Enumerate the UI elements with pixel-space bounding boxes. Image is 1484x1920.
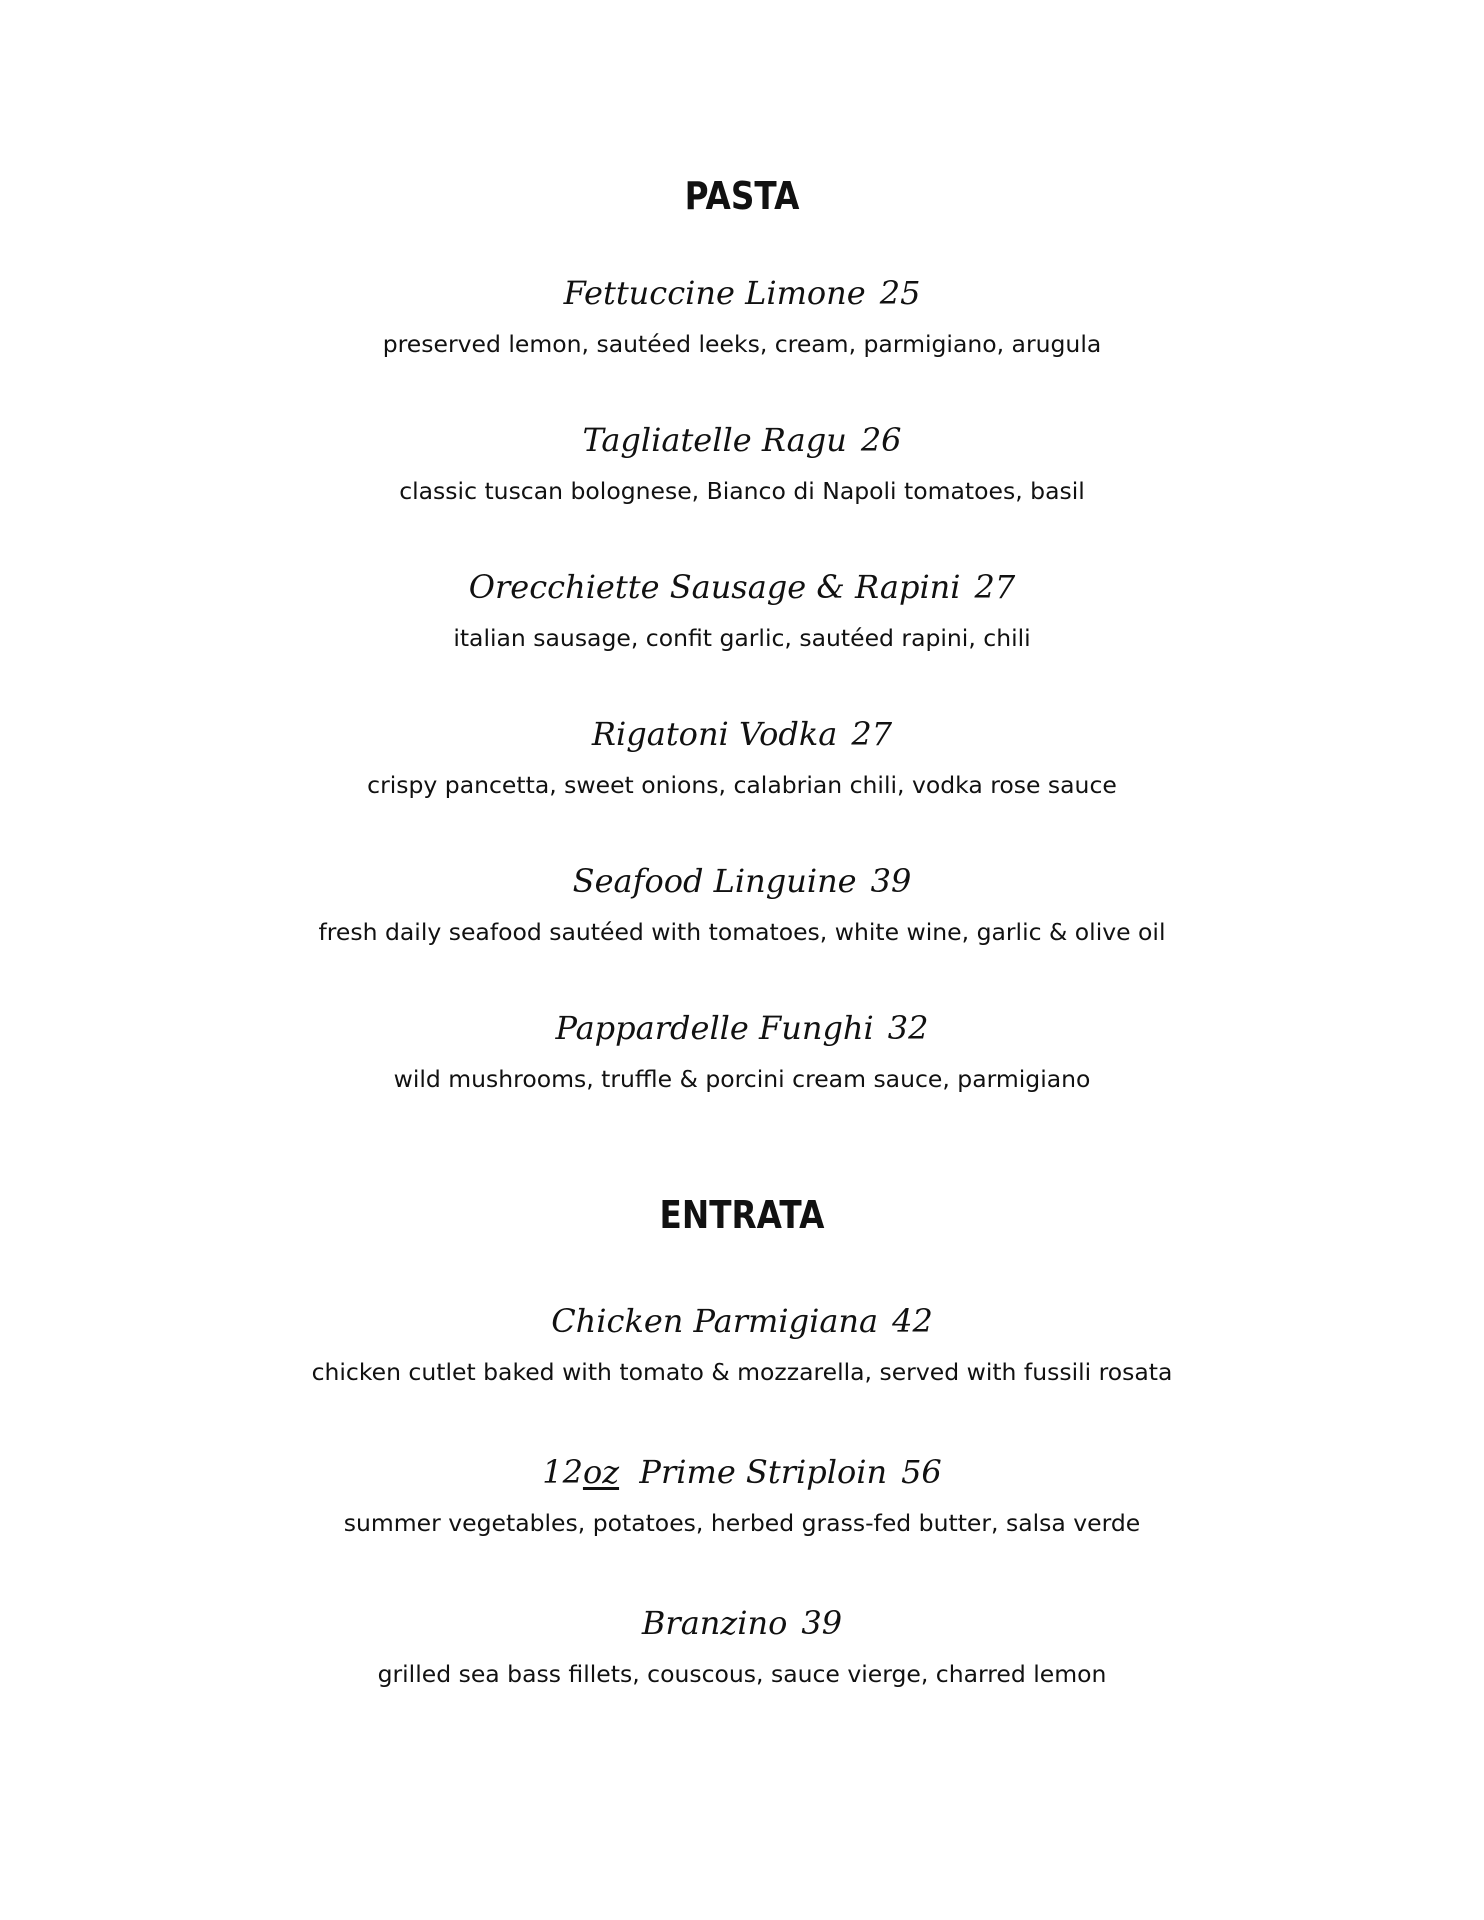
menu-item-tagliatelle-ragu [0, 420, 1484, 506]
item-price: 32 [887, 1009, 929, 1047]
item-price: 39 [801, 1604, 843, 1642]
menu-item-pappardelle-funghi [0, 1008, 1484, 1094]
item-name: Seafood Linguine [572, 862, 857, 900]
item-description: crispy pancetta, sweet onions, calabrian chili, vodka rose sauce [367, 771, 1117, 799]
item-price: 27 [851, 715, 893, 753]
section-title-pasta: PASTA [684, 174, 800, 218]
item-description: grilled sea bass fillets, couscous, sauce vierge, charred lemon [377, 1660, 1107, 1688]
menu-item-rigatoni-vodka [0, 714, 1484, 800]
item-description: preserved lemon, sautéed leeks, cream, parmigiano, arugula [382, 330, 1102, 358]
item-name: Branzino [641, 1604, 788, 1642]
item-description: classic tuscan bolognese, Bianco di Napoli tomatoes, basil [399, 477, 1085, 505]
item-name: Prime Striploin [639, 1453, 888, 1491]
item-name: Chicken Parmigiana [551, 1302, 879, 1340]
item-weight-unit: oz [582, 1453, 620, 1491]
item-price: 39 [870, 862, 912, 900]
item-description: summer vegetables, potatoes, herbed grass-fed butter, salsa verde [343, 1509, 1141, 1537]
item-price: 56 [901, 1453, 942, 1491]
menu-item-seafood-linguine [0, 861, 1484, 947]
item-price: 26 [860, 421, 902, 459]
menu-item-fettuccine-limone [0, 273, 1484, 359]
item-name: Rigatoni Vodka [591, 715, 838, 753]
item-description: italian sausage, confit garlic, sautéed rapini, chili [453, 624, 1031, 652]
menu-item-prime-striploin [0, 1452, 1484, 1538]
item-weight-number: 12 [542, 1453, 583, 1491]
menu-item-orecchiette [0, 567, 1484, 653]
item-name: Pappardelle Funghi [555, 1009, 874, 1047]
item-name: Tagliatelle Ragu [582, 421, 847, 459]
item-description: fresh daily seafood sautéed with tomatoes, white wine, garlic & olive oil [318, 918, 1166, 946]
menu-item-chicken-parmigiana [0, 1301, 1484, 1387]
item-description: chicken cutlet baked with tomato & mozzarella, served with fussili rosata [311, 1358, 1173, 1386]
item-name: Orecchiette Sausage & Rapini [468, 568, 961, 606]
item-description: wild mushrooms, truffle & porcini cream sauce, parmigiano [393, 1065, 1091, 1093]
item-price: 27 [974, 568, 1016, 606]
item-name: Fettuccine Limone [563, 274, 866, 312]
menu-item-branzino [0, 1603, 1484, 1689]
item-price: 25 [879, 274, 921, 312]
item-price: 42 [892, 1302, 933, 1340]
section-title-entrata: ENTRATA [659, 1193, 825, 1237]
